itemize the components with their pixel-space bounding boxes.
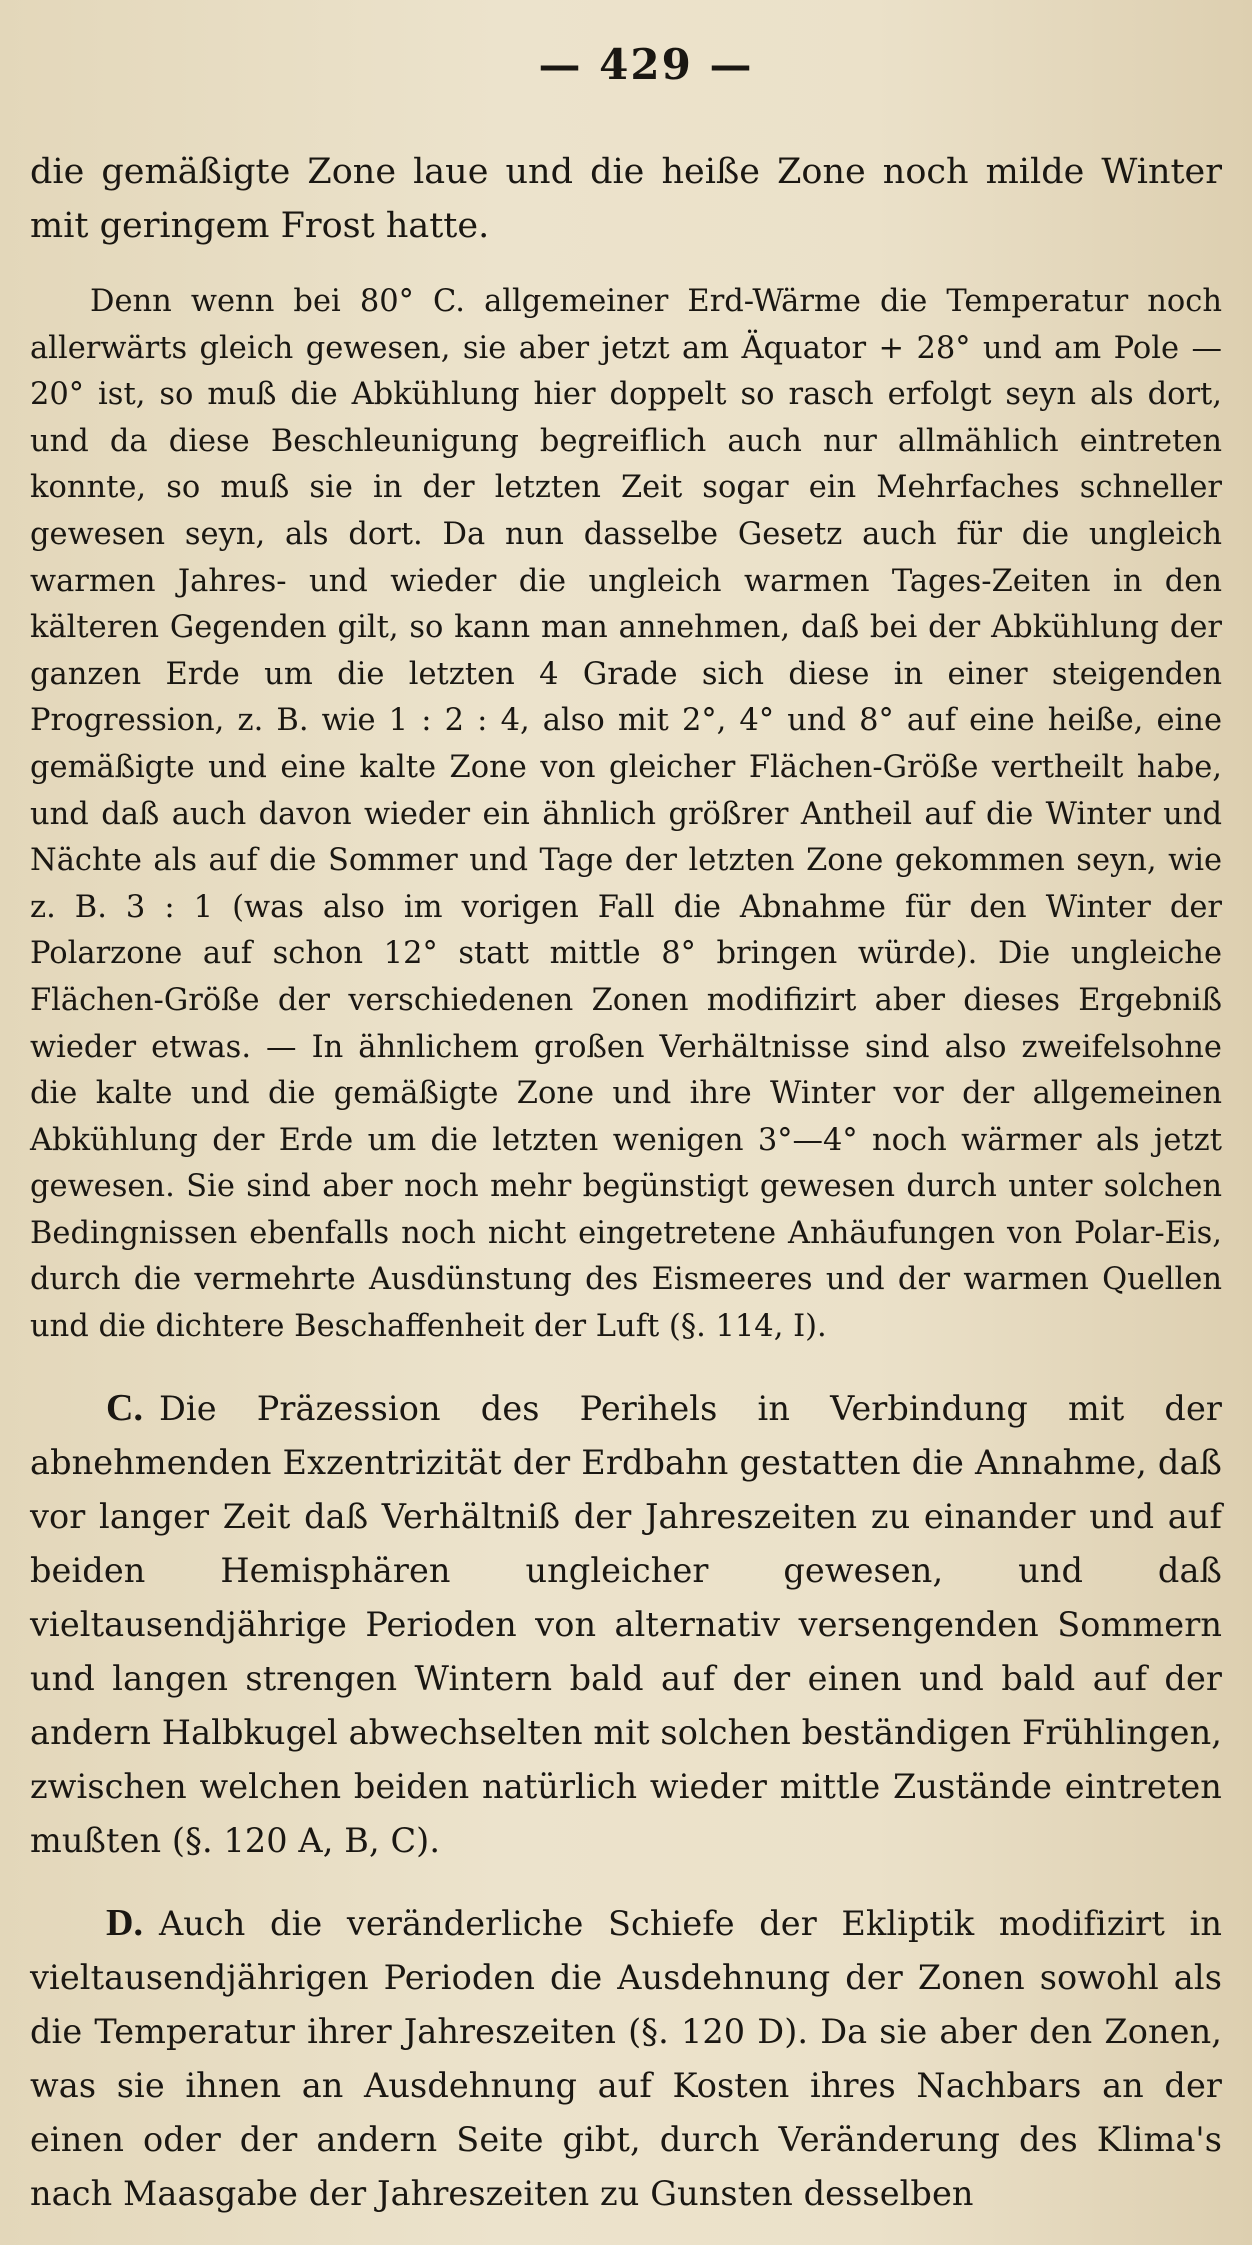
section-d	[30, 1896, 1222, 2221]
page-number: — 429 —	[538, 40, 754, 89]
paragraph-temperature: Denn wenn bei 80° C. allgemeiner Erd-Wärme die Temperatur noch allerwärts gleich gewesen, sie aber jetzt am Äquator + 28° und am Pole — 20° ist, so muß die Abkühlung hier doppelt so rasch erfolgt seyn als dort, und da diese Beschleunigung begreiflich auch nur allmählich eintreten konnte, so muß sie in der letzten Zeit sogar ein Mehrfaches schneller gewesen seyn, als dort. Da nun dasselbe Gesetz auch für die ungleich warmen Jahres- und wieder die ungleich warmen Tages-Zeiten in den kälteren Gegenden gilt, so kann man annehmen, daß bei der Abkühlung der ganzen Erde um die letzten 4 Grade sich diese in einer steigenden Progression, z. B. wie 1 : 2 : 4, also mit 2°, 4° und 8° auf eine heiße, eine gemäßigte und eine kalte Zone von gleicher Flächen-Größe vertheilt habe, und daß auch davon wieder ein ähnlich größrer Antheil auf die Winter und Nächte als auf die Sommer und Tage der letzten Zone gekommen seyn, wie z. B. 3 : 1 (was also im vorigen Fall die Abnahme für den Winter der Polarzone auf schon 12° statt mittle 8° bringen würde). Die ungleiche Flächen-Größe der verschiedenen Zonen modifizirt aber dieses Ergebniß wieder etwas. — In ähnlichem großen Verhältnisse sind also zweifelsohne die kalte und die gemäßigte Zone und ihre Winter vor der allgemeinen Abkühlung der Erde um die letzten wenigen 3°—4° noch wärmer als jetzt gewesen. Sie sind aber noch mehr begünstigt gewesen durch unter solchen Bedingnissen ebenfalls noch nicht eingetretene Anhäufungen von Polar-Eis, durch die vermehrte Ausdünstung des Eismeeres und der warmen Quellen und die dichtere Beschaffenheit der Luft (§. 114, I).	[30, 284, 1222, 1345]
section-c-text: Die Präzession des Perihels in Verbindung mit der abnehmenden Exzentrizität der Erdbahn gestatten die Annahme, daß vor langer Zeit daß Verhältniß der Jahreszeiten zu einander und auf beiden Hemisphären ungleicher gewesen, und daß vieltausendjährige Perioden von alternativ versengenden Sommern und langen strengen Wintern bald auf der einen und bald auf der andern Halbkugel abwechselten mit solchen beständigen Frühlingen, zwischen welchen beiden natürlich wieder mittle Zustände eintreten mußten (§. 120 A, B, C).	[30, 1388, 1222, 1860]
section-c-label: C.	[106, 1386, 143, 1429]
section-c	[30, 1381, 1222, 1868]
paragraph-continuation: die gemäßigte Zone laue und die heiße Zone noch milde Winter mit geringem Frost hatte.	[30, 152, 1222, 246]
section-d-text: Auch die veränderliche Schiefe der Ekliptik modifizirt in vieltausendjährigen Perioden die Ausdehnung der Zonen sowohl als die Temperatur ihrer Jahreszeiten (§. 120 D). Da sie aber den Zonen, was sie ihnen an Ausdehnung auf Kosten ihres Nachbars an der einen oder der andern Seite gibt, durch Veränderung des Klima's nach Maasgabe der Jahreszeiten zu Gunsten desselben	[30, 1903, 1222, 2213]
section-d-label: D.	[106, 1901, 143, 1944]
